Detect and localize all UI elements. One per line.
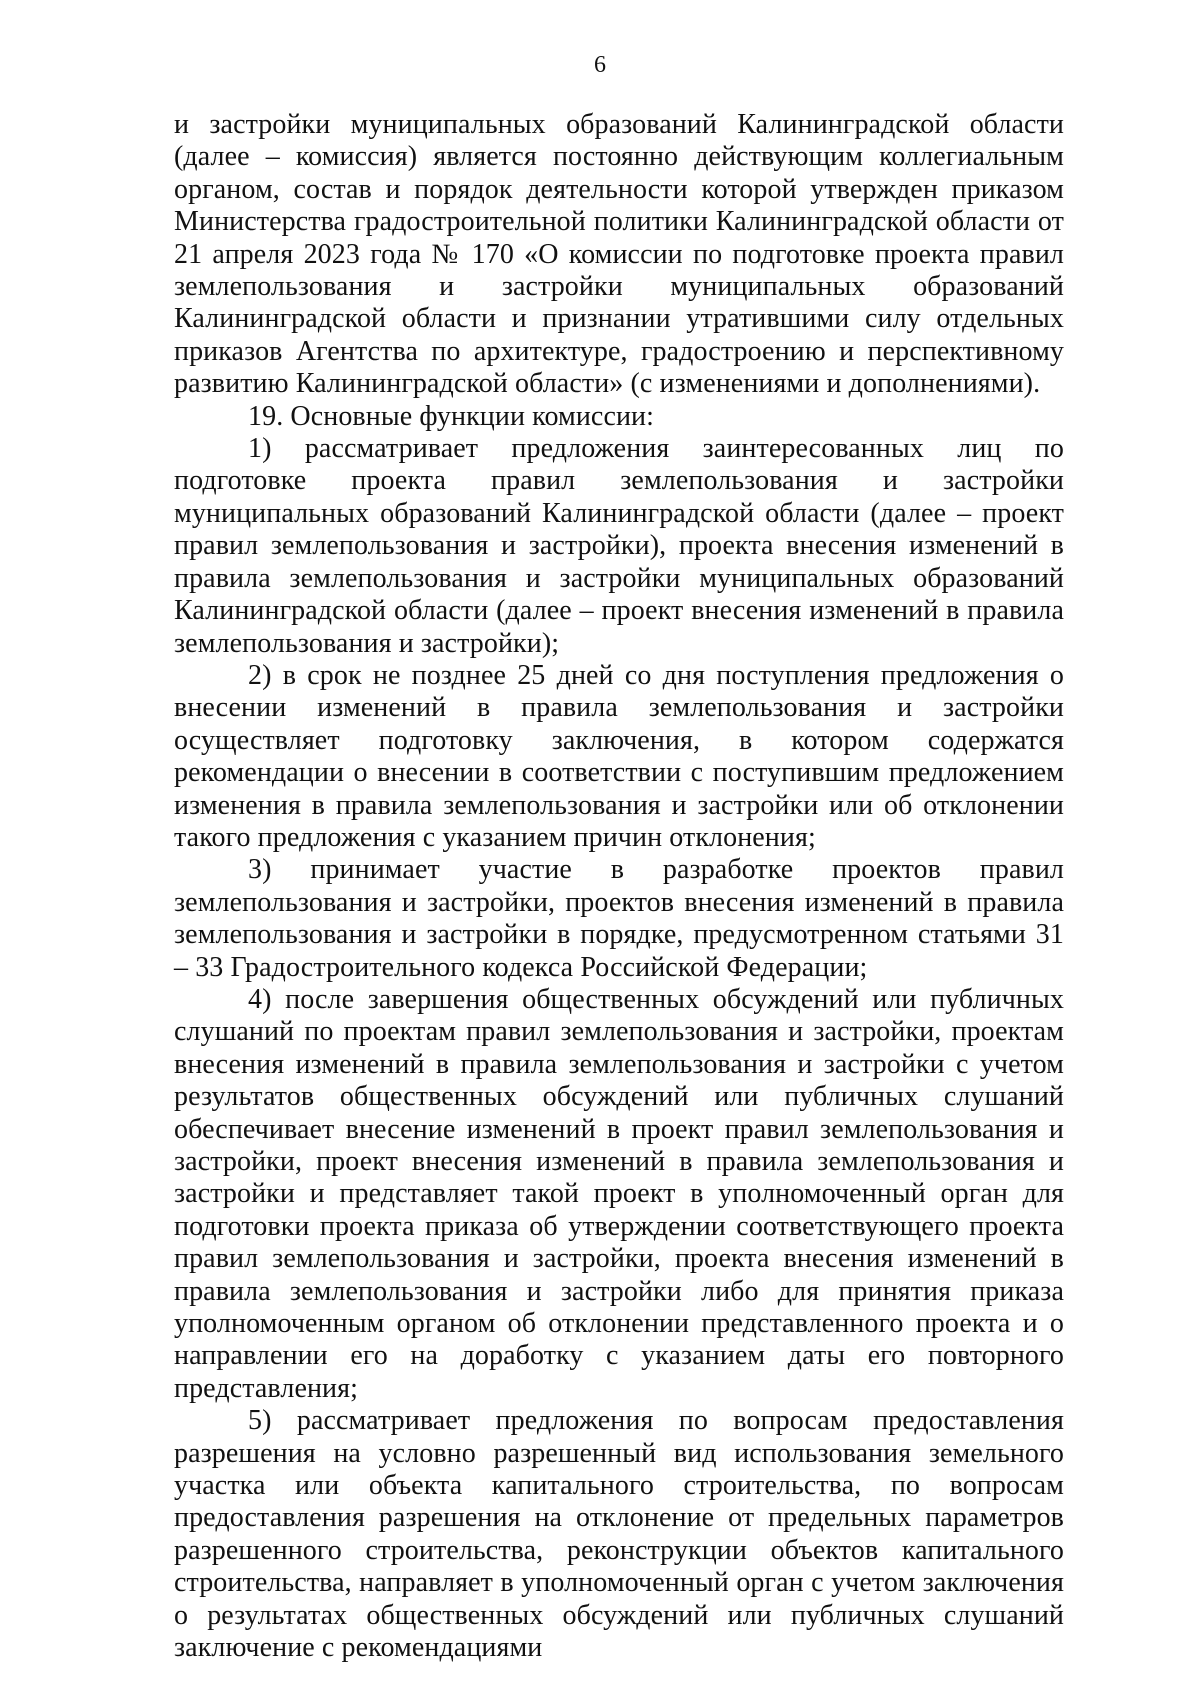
- page-number: 6: [594, 52, 606, 78]
- document-body: [174, 109, 1064, 1665]
- paragraph-item-5: 5) рассматривает предложения по вопросам предоставления разрешения на условно разрешенный вид использования земельного участка или объекта капитального строительства, по вопросам предоставления разрешения на отклонение от предельных параметров разрешенного строительства, реконструкции объектов капитального строительства, направляет в уполномоченный орган с учетом заключения о результатах общественных обсуждений или публичных слушаний заключение с рекомендациями: [174, 1405, 1064, 1664]
- paragraph-item-1: 1) рассматривает предложения заинтересованных лиц по подготовке проекта правил землепользования и застройки муниципальных образований Калининградской области (далее – проект правил землепользования и застройки), проекта внесения изменений в правила землепользования и застройки муниципальных образований Калининградской области (далее – проект внесения изменений в правила землепользования и застройки);: [174, 433, 1064, 659]
- paragraph-item-4: 4) после завершения общественных обсуждений или публичных слушаний по проектам правил землепользования и застройки, проектам внесения изменений в правила землепользования и застройки с учетом результатов общественных обсуждений или публичных слушаний обеспечивает внесение изменений в проект правил землепользования и застройки, проект внесения изменений в правила землепользования и застройки и представляет такой проект в уполномоченный орган для подготовки проекта приказа об утверждении соответствующего проекта правил землепользования и застройки, проекта внесения изменений в правила землепользования и застройки либо для принятия приказа уполномоченным органом об отклонении представленного проекта и о направлении его на доработку с указанием даты его повторного представления;: [174, 983, 1064, 1404]
- paragraph-continuation: и застройки муниципальных образований Калининградской области (далее – комиссия) является постоянно действующим коллегиальным органом, состав и порядок деятельности которой утвержден приказом Министерства градостроительной политики Калининградской области от 21 апреля 2023 года № 170 «О комиссии по подготовке проекта правил землепользования и застройки муниципальных образований Калининградской области и признании утратившими силу отдельных приказов Агентства по архитектуре, градостроению и перспективному развитию Калининградской области» (с изменениями и дополнениями).: [174, 109, 1064, 400]
- paragraph-item-2: 2) в срок не позднее 25 дней со дня поступления предложения о внесении изменений в правила землепользования и застройки осуществляет подготовку заключения, в котором содержатся рекомендации о внесении в соответствии с поступившим предложением изменения в правила землепользования и застройки или об отклонении такого предложения с указанием причин отклонения;: [174, 659, 1064, 853]
- paragraph-section-19: 19. Основные функции комиссии:: [248, 400, 655, 432]
- paragraph-item-3: 3) принимает участие в разработке проектов правил землепользования и застройки, проектов внесения изменений в правила землепользования и застройки в порядке, предусмотренном статьями 31 – 33 Градостроительного кодекса Российской Федерации;: [174, 854, 1064, 983]
